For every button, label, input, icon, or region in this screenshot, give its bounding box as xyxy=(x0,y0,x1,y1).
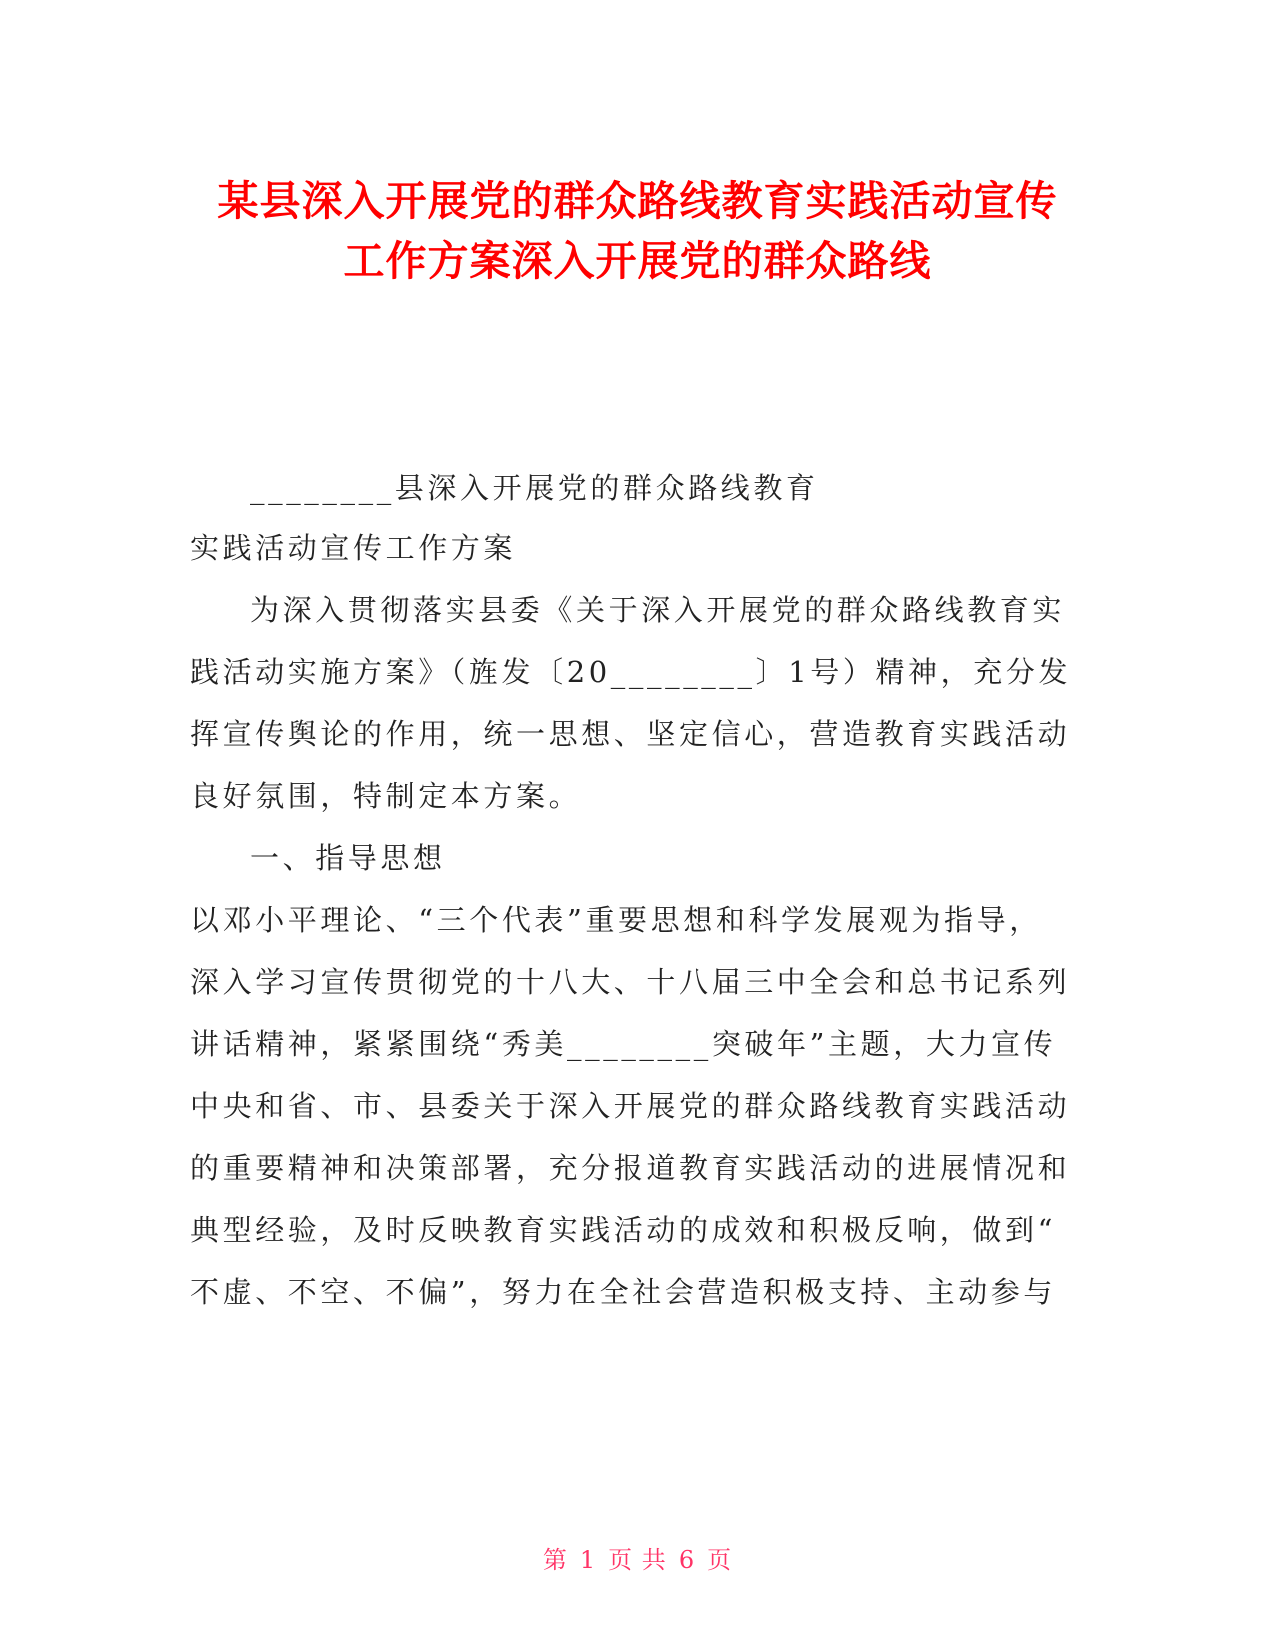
paragraph-line: 践活动实施方案》（旌发〔20________〕1号）精神，充分发 xyxy=(190,655,1072,689)
paragraph-line: 挥宣传舆论的作用，统一思想、坚定信心，营造教育实践活动 xyxy=(190,717,1071,751)
document-title-line-2: 工作方案深入开展党的群众路线 xyxy=(343,237,932,285)
subtitle-line-1: ________县深入开展党的群众路线教育 xyxy=(250,471,819,505)
paragraph-line: 不虚、不空、不偏”，努力在全社会营造积极支持、主动参与 xyxy=(190,1275,1057,1309)
footer-page-number: 1 xyxy=(579,1546,597,1574)
paragraph-line: 的重要精神和决策部署，充分报道教育实践活动的进展情况和 xyxy=(190,1151,1071,1185)
footer-suffix: 页 xyxy=(707,1546,733,1574)
section-heading: 一、指导思想 xyxy=(250,841,446,875)
paragraph-line: 讲话精神，紧紧围绕“秀美________突破年”主题，大力宣传 xyxy=(190,1027,1057,1061)
subtitle-line-2: 实践活动宣传工作方案 xyxy=(190,531,517,565)
page-footer xyxy=(0,1540,1275,1575)
paragraph-line: 典型经验，及时反映教育实践活动的成效和积极反响，做到“ xyxy=(190,1213,1057,1247)
paragraph-line: 以邓小平理论、“三个代表”重要思想和科学发展观为指导， xyxy=(190,903,1042,937)
footer-mid: 页 共 xyxy=(608,1546,667,1574)
paragraph-line: 深入学习宣传贯彻党的十八大、十八届三中全会和总书记系列 xyxy=(190,965,1071,999)
paragraph-line: 中央和省、市、县委关于深入开展党的群众路线教育实践活动 xyxy=(190,1089,1071,1123)
document-title-line-1: 某县深入开展党的群众路线教育实践活动宣传 xyxy=(217,177,1058,225)
paragraph-line: 为深入贯彻落实县委《关于深入开展党的群众路线教育实 xyxy=(250,593,1066,627)
paragraph-line: 良好氛围，特制定本方案。 xyxy=(190,779,582,813)
footer-prefix: 第 xyxy=(542,1546,568,1574)
footer-page-total: 6 xyxy=(678,1546,696,1574)
